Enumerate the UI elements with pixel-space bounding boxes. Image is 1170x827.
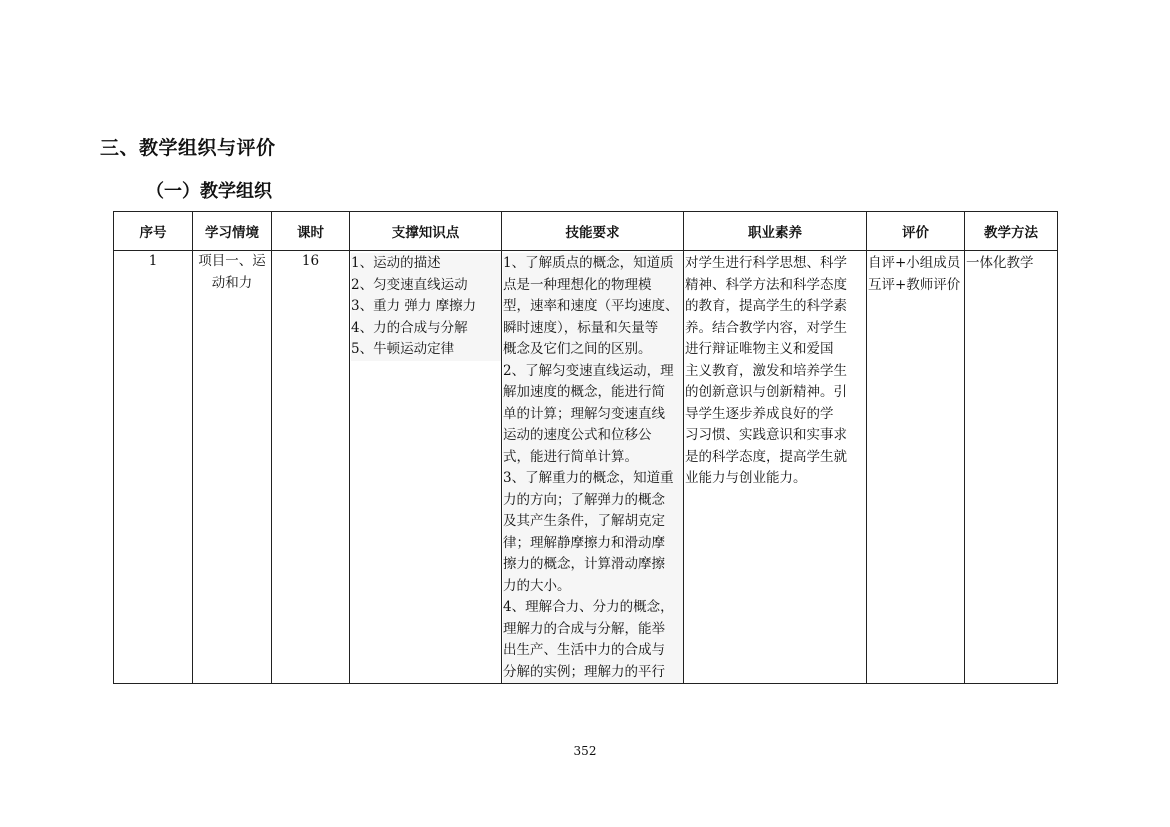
skills-line: 出生产、生活中力的合成与 [503,640,683,662]
literacy-line: 导学生逐步养成良好的学 [685,405,834,422]
situation-line: 项目一、运 [198,253,266,269]
cell-knowledge [350,251,502,684]
table-header-row [114,212,1058,251]
subsection-title: （一）教学组织 [146,181,272,202]
skills-line: 运动的速度公式和位移公 [503,425,683,447]
header-situation: 学习情境 [193,212,272,251]
knowledge-point: 5、牛顿运动定律 [351,339,501,361]
skills-line: 瞬时速度），标量和矢量等 [503,318,683,340]
table-row [114,251,1058,684]
skills-line: 4、理解合力、分力的概念， [503,597,683,619]
knowledge-point: 1、运动的描述 [351,253,501,275]
teaching-organization-table [113,211,1058,684]
literacy-line: 习习惯、实践意识和实事求 [685,427,847,443]
skills-line: 式，能进行简单计算。 [503,447,683,469]
cell-hours: 16 [272,251,350,684]
literacy-line: 精神、科学方法和科学态度 [685,276,847,293]
page-number: 352 [573,744,597,758]
skills-line: 单的计算；理解匀变速直线 [503,404,683,426]
skills-line: 型，速率和速度（平均速度、 [503,296,683,318]
evaluation-line: 互评+教师评价 [868,276,961,293]
cell-literacy [684,251,867,684]
knowledge-point: 3、重力 弹力 摩擦力 [351,296,501,318]
skills-line: 力的方向；了解弹力的概念 [503,490,683,512]
header-evaluation: 评价 [867,212,965,251]
header-index: 序号 [114,212,193,251]
knowledge-point: 4、力的合成与分解 [351,318,501,340]
method-text: 一体化教学 [966,255,1034,271]
header-hours: 课时 [272,212,350,251]
skills-line: 律；理解静摩擦力和滑动摩 [503,533,683,555]
knowledge-point: 2、匀变速直线运动 [351,275,501,297]
skills-line: 点是一种理想化的物理模 [503,275,683,297]
literacy-line: 业能力与创业能力。 [685,470,807,486]
cell-evaluation [867,251,965,684]
skills-line: 3、了解重力的概念，知道重 [503,468,683,490]
skills-line: 概念及它们之间的区别。 [503,339,683,361]
section-title: 三、教学组织与评价 [100,137,276,159]
header-literacy: 职业素养 [684,212,867,251]
header-knowledge: 支撑知识点 [350,212,502,251]
skills-line: 解加速度的概念，能进行简 [503,382,683,404]
skills-line: 力的大小。 [503,576,683,598]
skills-line: 擦力的概念，计算滑动摩擦 [503,554,683,576]
literacy-line: 养。结合教学内容，对学生 [685,319,847,336]
skills-line: 分解的实例；理解力的平行 [503,662,683,684]
skills-line: 理解力的合成与分解，能举 [503,619,683,641]
cell-index: 1 [114,251,193,684]
literacy-line: 对学生进行科学思想、科学 [685,255,847,271]
cell-skills [502,251,684,684]
literacy-line: 是的科学态度，提高学生就 [685,448,847,465]
literacy-line: 的创新意识与创新精神。引 [685,384,847,400]
literacy-line: 主义教育，激发和培养学生 [685,362,847,379]
cell-situation [193,251,272,684]
cell-method [965,251,1058,684]
skills-line: 2、了解匀变速直线运动，理 [503,361,683,383]
skills-line: 1、了解质点的概念，知道质 [503,253,683,275]
skills-line: 及其产生条件，了解胡克定 [503,511,683,533]
evaluation-line: 自评+小组成员 [868,255,961,271]
header-method: 教学方法 [965,212,1058,251]
literacy-line: 的教育，提高学生的科学素 [685,298,847,314]
situation-line: 动和力 [211,274,253,291]
header-skills: 技能要求 [502,212,684,251]
literacy-line: 进行辩证唯物主义和爱国 [685,341,834,357]
